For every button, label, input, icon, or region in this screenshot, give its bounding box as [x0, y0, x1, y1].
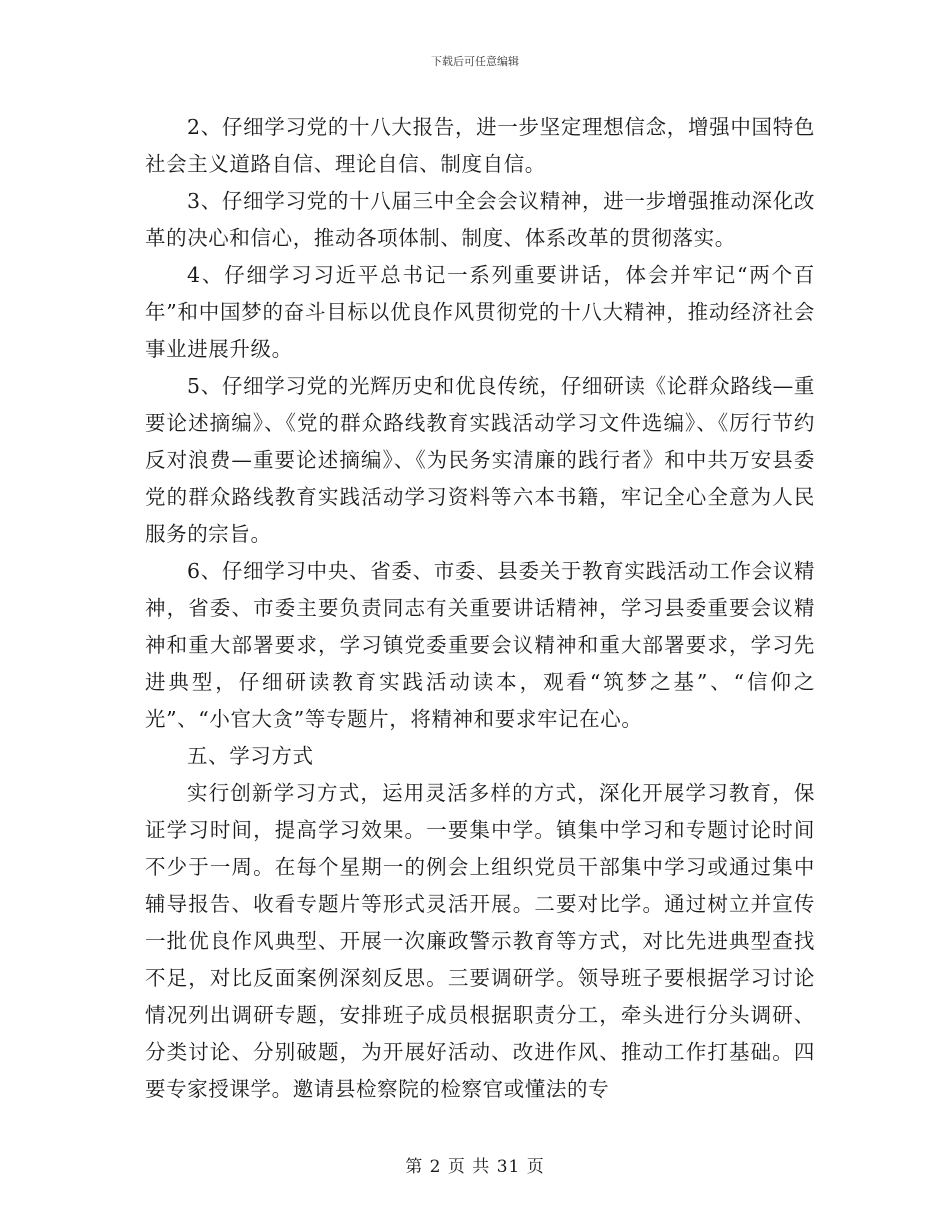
paragraph-study-history: 5、仔细学习党的光辉历史和优良传统，仔细研读《论群众路线—重要论述摘编》、《党的群众路线教育实践活动学习文件选编》、《厉行节约反对浪费—重要论述摘编》、《为民务实清廉的践行者》和中共万安县委党的群众路线教育实践活动学习资料等六本书籍，牢记全心全意为人民服务的宗旨。 [145, 374, 815, 546]
paragraph-study-meetings: 6、仔细学习中央、省委、市委、县委关于教育实践活动工作会议精神，省委、市委主要负责同志有关重要讲话精神，学习县委重要会议精神和重大部署要求，学习镇党委重要会议精神和重大部署要求，学习先进典型，仔细研读教育实践活动读本，观看“筑梦之基”、“信仰之光”、“小官大贪”等专题片，将精神和要求牢记在心。 [145, 559, 815, 731]
paragraph-study-third-plenum: 3、仔细学习党的十八届三中全会会议精神，进一步增强推动深化改革的决心和信心，推动各项体制、制度、体系改革的贯彻落实。 [145, 189, 815, 250]
page-number-footer: 第 2 页 共 31 页 [405, 1157, 545, 1177]
document-body [145, 109, 815, 1108]
page-header-note: 下载后可任意编辑 [431, 55, 519, 68]
paragraph-study-speeches: 4、仔细学习习近平总书记一系列重要讲话，体会并牢记“两个百年”和中国梦的奋斗目标以优良作风贯彻党的十八大精神，推动经济社会事业进展升级。 [145, 263, 815, 361]
section-heading-study-methods: 五、学习方式 [187, 744, 314, 768]
paragraph-study-methods: 实行创新学习方式，运用灵活多样的方式，深化开展学习教育，保证学习时间，提高学习效果。一要集中学。镇集中学习和专题讨论时间不少于一周。在每个星期一的例会上组织党员干部集中学习或通过集中辅导报告、收看专题片等形式灵活开展。二要对比学。通过树立并宣传一批优良作风典型、开展一次廉政警示教育等方式，对比先进典型查找不足，对比反面案例深刻反思。三要调研学。领导班子要根据学习讨论情况列出调研专题，安排班子成员根据职责分工，牵头进行分头调研、分类讨论、分别破题，为开展好活动、改进作风、推动工作打基础。四要专家授课学。邀请县检察院的检察官或懂法的专 [145, 781, 815, 1101]
paragraph-study-18th-report: 2、仔细学习党的十八大报告，进一步坚定理想信念，增强中国特色社会主义道路自信、理论自信、制度自信。 [145, 115, 815, 176]
